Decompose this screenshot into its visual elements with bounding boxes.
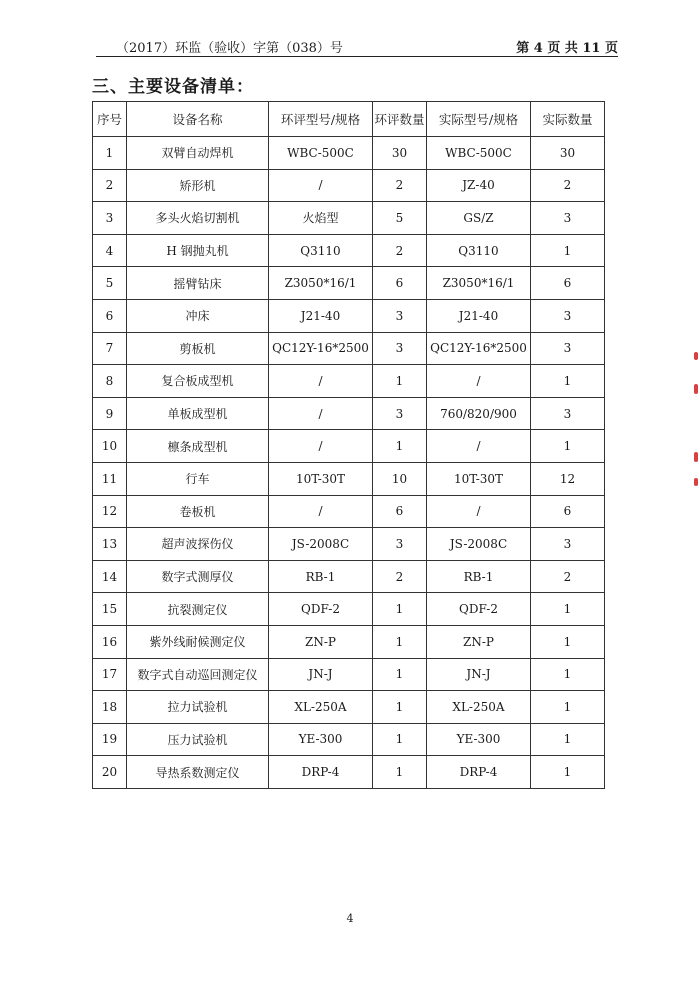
cell-equipment-name: 紫外线耐候测定仪	[127, 625, 269, 658]
column-header-name: 设备名称	[127, 102, 269, 137]
page-number: 4	[346, 912, 354, 925]
cell-eia-model: ZN-P	[269, 625, 373, 658]
cell-eia-quantity: 1	[373, 430, 427, 463]
cell-eia-quantity: 3	[373, 299, 427, 332]
cell-actual-model: RB-1	[427, 560, 531, 593]
cell-equipment-name: 单板成型机	[127, 397, 269, 430]
cell-actual-model: JZ-40	[427, 169, 531, 202]
cell-actual-model: QDF-2	[427, 593, 531, 626]
table-row	[93, 528, 605, 561]
cell-eia-model: DRP-4	[269, 756, 373, 789]
cell-actual-quantity: 2	[531, 169, 605, 202]
cell-actual-model: 10T-30T	[427, 462, 531, 495]
table-row	[93, 625, 605, 658]
cell-no: 6	[93, 299, 127, 332]
cell-actual-quantity: 3	[531, 528, 605, 561]
cell-no: 10	[93, 430, 127, 463]
cell-equipment-name: 檩条成型机	[127, 430, 269, 463]
cell-actual-model: /	[427, 430, 531, 463]
table-row	[93, 593, 605, 626]
table-row	[93, 723, 605, 756]
cell-no: 5	[93, 267, 127, 300]
cell-equipment-name: 双臂自动焊机	[127, 137, 269, 170]
cell-actual-quantity: 6	[531, 495, 605, 528]
cell-eia-model: 火焰型	[269, 202, 373, 235]
cell-actual-quantity: 1	[531, 625, 605, 658]
cell-no: 8	[93, 365, 127, 398]
cell-eia-quantity: 5	[373, 202, 427, 235]
cell-eia-quantity: 1	[373, 625, 427, 658]
cell-eia-quantity: 30	[373, 137, 427, 170]
cell-actual-quantity: 1	[531, 658, 605, 691]
cell-equipment-name: 数字式测厚仪	[127, 560, 269, 593]
cell-no: 19	[93, 723, 127, 756]
cell-eia-quantity: 3	[373, 332, 427, 365]
cell-actual-model: ZN-P	[427, 625, 531, 658]
cell-actual-quantity: 1	[531, 691, 605, 724]
cell-actual-quantity: 1	[531, 365, 605, 398]
cell-equipment-name: 压力试验机	[127, 723, 269, 756]
seal-mark-fragment	[694, 384, 698, 394]
cell-eia-quantity: 1	[373, 593, 427, 626]
cell-no: 9	[93, 397, 127, 430]
cell-eia-model: Z3050*16/1	[269, 267, 373, 300]
table-row	[93, 169, 605, 202]
cell-eia-quantity: 2	[373, 169, 427, 202]
cell-no: 1	[93, 137, 127, 170]
cell-equipment-name: 拉力试验机	[127, 691, 269, 724]
cell-eia-quantity: 2	[373, 560, 427, 593]
cell-equipment-name: H 钢抛丸机	[127, 234, 269, 267]
cell-equipment-name: 多头火焰切割机	[127, 202, 269, 235]
cell-actual-model: Z3050*16/1	[427, 267, 531, 300]
cell-eia-quantity: 1	[373, 658, 427, 691]
cell-no: 2	[93, 169, 127, 202]
seal-mark-fragment	[694, 352, 698, 360]
table-row	[93, 365, 605, 398]
cell-eia-model: JN-J	[269, 658, 373, 691]
column-header-actual-quantity: 实际数量	[531, 102, 605, 137]
table-row	[93, 691, 605, 724]
cell-equipment-name: 冲床	[127, 299, 269, 332]
cell-eia-model: JS-2008C	[269, 528, 373, 561]
cell-actual-quantity: 3	[531, 202, 605, 235]
column-header-actual-model: 实际型号/规格	[427, 102, 531, 137]
cell-eia-model: QC12Y-16*2500	[269, 332, 373, 365]
column-header-no: 序号	[93, 102, 127, 137]
cell-eia-quantity: 1	[373, 365, 427, 398]
section-title: 三、主要设备清单：	[92, 77, 254, 97]
cell-actual-model: WBC-500C	[427, 137, 531, 170]
cell-eia-model: /	[269, 495, 373, 528]
cell-no: 4	[93, 234, 127, 267]
cell-actual-model: JS-2008C	[427, 528, 531, 561]
cell-actual-model: /	[427, 365, 531, 398]
cell-equipment-name: 卷板机	[127, 495, 269, 528]
cell-actual-model: J21-40	[427, 299, 531, 332]
cell-actual-quantity: 12	[531, 462, 605, 495]
table-row	[93, 397, 605, 430]
cell-no: 20	[93, 756, 127, 789]
table-row	[93, 658, 605, 691]
cell-eia-quantity: 10	[373, 462, 427, 495]
table-header-row	[93, 102, 605, 137]
cell-eia-quantity: 3	[373, 397, 427, 430]
cell-eia-model: 10T-30T	[269, 462, 373, 495]
cell-eia-quantity: 1	[373, 723, 427, 756]
cell-eia-quantity: 1	[373, 756, 427, 789]
table-row	[93, 234, 605, 267]
cell-actual-quantity: 1	[531, 756, 605, 789]
cell-eia-quantity: 2	[373, 234, 427, 267]
cell-eia-model: QDF-2	[269, 593, 373, 626]
cell-eia-quantity: 3	[373, 528, 427, 561]
cell-actual-quantity: 3	[531, 299, 605, 332]
cell-no: 12	[93, 495, 127, 528]
cell-no: 15	[93, 593, 127, 626]
cell-eia-model: Q3110	[269, 234, 373, 267]
cell-actual-model: XL-250A	[427, 691, 531, 724]
page-info: 第 4 页 共 11 页	[516, 41, 618, 56]
cell-eia-model: /	[269, 430, 373, 463]
cell-eia-quantity: 6	[373, 267, 427, 300]
table-row	[93, 430, 605, 463]
cell-equipment-name: 摇臂钻床	[127, 267, 269, 300]
cell-no: 14	[93, 560, 127, 593]
cell-actual-quantity: 2	[531, 560, 605, 593]
cell-no: 13	[93, 528, 127, 561]
cell-eia-model: /	[269, 365, 373, 398]
seal-mark-fragment	[694, 452, 698, 462]
equipment-table	[92, 101, 605, 789]
cell-eia-model: J21-40	[269, 299, 373, 332]
cell-eia-model: WBC-500C	[269, 137, 373, 170]
cell-eia-quantity: 1	[373, 691, 427, 724]
cell-equipment-name: 导热系数测定仪	[127, 756, 269, 789]
table-row	[93, 299, 605, 332]
seal-mark-fragment	[694, 478, 698, 486]
cell-no: 17	[93, 658, 127, 691]
cell-actual-model: QC12Y-16*2500	[427, 332, 531, 365]
cell-actual-quantity: 6	[531, 267, 605, 300]
table-row	[93, 495, 605, 528]
cell-actual-quantity: 1	[531, 723, 605, 756]
cell-eia-model: /	[269, 169, 373, 202]
cell-equipment-name: 复合板成型机	[127, 365, 269, 398]
cell-actual-model: JN-J	[427, 658, 531, 691]
cell-eia-model: /	[269, 397, 373, 430]
cell-equipment-name: 行车	[127, 462, 269, 495]
table-row	[93, 332, 605, 365]
cell-eia-model: RB-1	[269, 560, 373, 593]
cell-no: 18	[93, 691, 127, 724]
cell-actual-model: DRP-4	[427, 756, 531, 789]
table-row	[93, 756, 605, 789]
cell-eia-model: YE-300	[269, 723, 373, 756]
cell-no: 3	[93, 202, 127, 235]
cell-actual-model: /	[427, 495, 531, 528]
cell-equipment-name: 抗裂测定仪	[127, 593, 269, 626]
cell-equipment-name: 超声波探伤仪	[127, 528, 269, 561]
cell-actual-quantity: 30	[531, 137, 605, 170]
cell-actual-model: GS/Z	[427, 202, 531, 235]
cell-equipment-name: 数字式自动巡回测定仪	[127, 658, 269, 691]
column-header-eia-quantity: 环评数量	[373, 102, 427, 137]
cell-eia-model: XL-250A	[269, 691, 373, 724]
cell-actual-model: 760/820/900	[427, 397, 531, 430]
cell-actual-quantity: 1	[531, 234, 605, 267]
table-row	[93, 267, 605, 300]
document-reference: （2017）环监（验收）字第（038）号	[116, 41, 343, 56]
table-body	[93, 137, 605, 789]
cell-equipment-name: 剪板机	[127, 332, 269, 365]
cell-no: 7	[93, 332, 127, 365]
table-row	[93, 202, 605, 235]
cell-equipment-name: 矫形机	[127, 169, 269, 202]
cell-actual-quantity: 3	[531, 397, 605, 430]
cell-actual-quantity: 1	[531, 593, 605, 626]
column-header-eia-model: 环评型号/规格	[269, 102, 373, 137]
page-header	[96, 34, 618, 57]
table-row	[93, 137, 605, 170]
cell-actual-quantity: 1	[531, 430, 605, 463]
cell-no: 16	[93, 625, 127, 658]
cell-eia-quantity: 6	[373, 495, 427, 528]
cell-actual-model: Q3110	[427, 234, 531, 267]
table-row	[93, 560, 605, 593]
table-row	[93, 462, 605, 495]
cell-no: 11	[93, 462, 127, 495]
cell-actual-model: YE-300	[427, 723, 531, 756]
cell-actual-quantity: 3	[531, 332, 605, 365]
